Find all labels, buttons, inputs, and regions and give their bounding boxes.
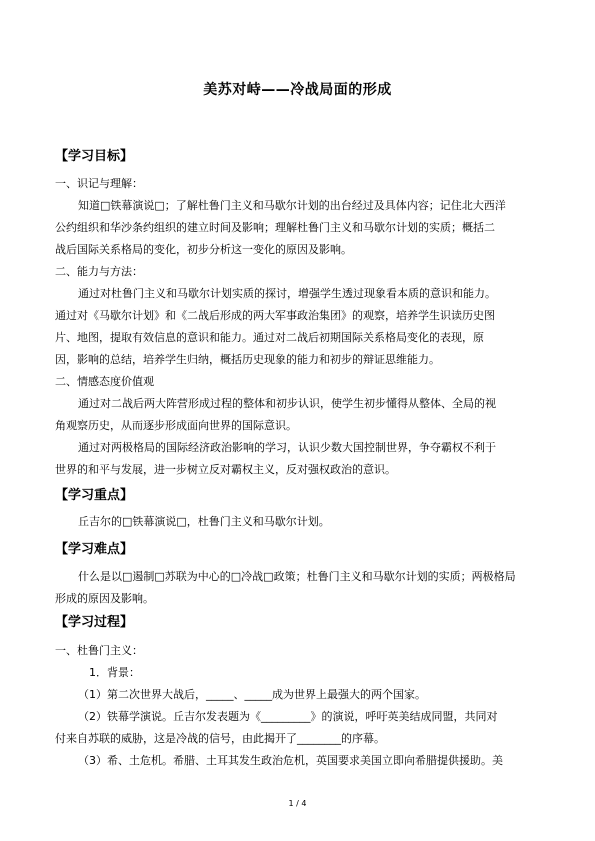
section-heading-process: 【学习过程】 [55,615,134,630]
goals-subheading-1: 一、识记与理解： [55,177,143,190]
page-title: 美苏对峙——冷战局面的形成 [203,82,392,98]
goals-subheading-2: 二、能力与方法： [55,265,143,278]
paragraph-line: （3）希、土危机。希腊、土耳其发生政治危机，英国要求美国立即向希腊提供援助。美 [78,754,503,767]
process-item-1: 1．背景： [89,666,140,679]
paragraph-line: 公约组织和华沙条约组织的建立时间及影响；理解杜鲁门主义和马歇尔计划的实质；概括二 [55,221,495,234]
paragraph-line: 通过对《马歇尔计划》和《二战后形成的两大军事政治集团》的观察，培养学生识读历史图 [55,309,495,322]
section-heading-goals: 【学习目标】 [55,149,134,164]
paragraph-line: 世界的和平与发展，进一步树立反对霸权主义，反对强权政治的意识。 [55,463,396,476]
paragraph-line: 通过对两极格局的国际经济政治影响的学习，认识少数大国控制世界，争夺霸权不利于 [78,441,496,454]
paragraph-line: 通过对二战后两大阵营形成过程的整体和初步认识，使学生初步懂得从整体、全局的视 [78,397,496,410]
paragraph-line: 形成的原因及影响。 [55,592,154,605]
paragraph-line: 知道□铁幕演说□；了解杜鲁门主义和马歇尔计划的出台经过及具体内容；记住北大西洋 [78,199,506,212]
paragraph-line: （2）铁幕学演说。丘吉尔发表题为《_________》的演说，呼吁英美结成同盟，共同对 [78,710,498,723]
paragraph-line: 通过对杜鲁门主义和马歇尔计划实质的探讨，增强学生透过现象看本质的意识和能力。 [78,287,496,300]
paragraph-line: 什么是以□遏制□苏联为中心的□冷战□政策；杜鲁门主义和马歇尔计划的实质；两极格局 [78,570,516,583]
page-number: 1 / 4 [288,799,307,808]
process-subheading-1: 一、杜鲁门主义： [55,644,143,657]
paragraph-line: 片、地图，提取有效信息的意识和能力。通过对二战后初期国际关系格局变化的表现，原 [55,331,484,344]
paragraph-line: 丘吉尔的□铁幕演说□，杜鲁门主义和马歇尔计划。 [78,515,330,528]
goals-subheading-3: 二、情感态度价值观 [55,375,154,388]
section-heading-key: 【学习重点】 [55,488,134,503]
paragraph-line: （1）第二次世界大战后，_____、_____成为世界上最强大的两个国家。 [78,688,426,701]
paragraph-line: 战后国际关系格局的变化，初步分析这一变化的原因及影响。 [55,243,352,256]
paragraph-line: 因，影响的总结，培养学生归纳，概括历史现象的能力和初步的辩证思维能力。 [55,353,440,366]
paragraph-line: 付来自苏联的威胁，这是冷战的信号，由此揭开了________的序幕。 [55,732,385,745]
paragraph-line: 角观察历史，从而逐步形成面向世界的国际意识。 [55,419,297,432]
section-heading-difficult: 【学习难点】 [55,542,134,557]
